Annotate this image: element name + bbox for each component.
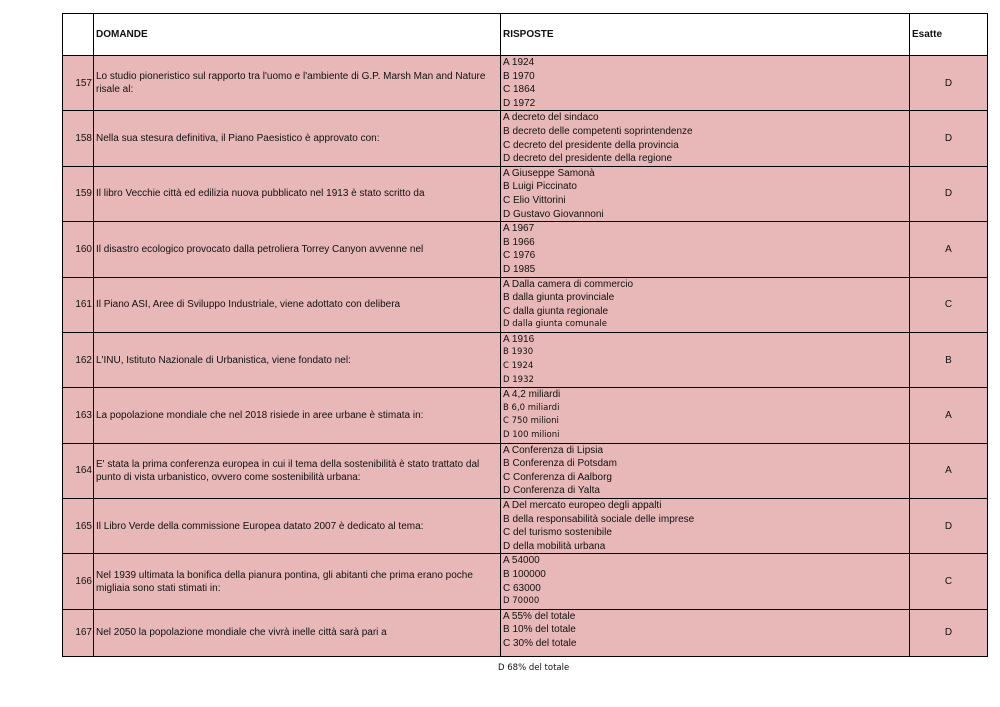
question-number: 160 [63, 222, 94, 277]
answer-option: B 100000 [503, 568, 546, 580]
answer-option: A Conferenza di Lipsia [503, 444, 604, 456]
table-row [63, 332, 988, 387]
answer-options [501, 111, 910, 166]
answer-option: D della mobilità urbana [503, 540, 606, 552]
answer-option: A 55% del totale [503, 610, 576, 622]
answer-option: A 4,2 miliardi [503, 389, 561, 401]
quiz-table [62, 13, 988, 657]
question-number: 158 [63, 111, 94, 166]
correct-answer: D [910, 56, 988, 111]
table-row [63, 388, 988, 443]
question-text: Il Libro Verde della commissione Europea datato 2007 è dedicato al tema: [94, 499, 501, 554]
table-row [63, 166, 988, 221]
answer-option: C 63000 [503, 582, 541, 594]
answer-options [501, 554, 910, 609]
answer-option: C 1976 [503, 250, 536, 262]
answer-options [501, 443, 910, 498]
answer-option: A 54000 [503, 555, 540, 567]
table-row [63, 222, 988, 277]
question-text: Il disastro ecologico provocato dalla petroliera Torrey Canyon avvenne nel [94, 222, 501, 277]
correct-answer: D [910, 609, 988, 656]
answer-option: C 1864 [503, 84, 536, 96]
question-number: 157 [63, 56, 94, 111]
question-number: 161 [63, 277, 94, 332]
question-text: Il Piano ASI, Aree di Sviluppo Industriale, viene adottato con delibera [94, 277, 501, 332]
correct-answer: D [910, 166, 988, 221]
answer-options [501, 499, 910, 554]
answer-option: D 100 milioni [503, 430, 560, 441]
answer-option: A Del mercato europeo degli appalti [503, 500, 662, 511]
answer-options [501, 56, 910, 111]
question-text: Lo studio pioneristico sul rapporto tra l'uomo e l'ambiente di G.P. Marsh Man and Nature risale al: [94, 56, 501, 111]
answer-option: B dalla giunta provinciale [503, 292, 615, 304]
table-row [63, 554, 988, 609]
answer-option: D 1972 [503, 97, 536, 109]
answer-option: B 1970 [503, 70, 535, 82]
question-text: L'INU, Istituto Nazionale di Urbanistica, viene fondato nel: [94, 332, 501, 387]
answer-option: C 750 milioni [503, 416, 559, 427]
correct-answer: D [910, 499, 988, 554]
question-text: Nel 1939 ultimata la bonifica della pianura pontina, gli abitanti che prima erano poche migliaia sono stati stimati in: [94, 554, 501, 609]
question-text: Nel 2050 la popolazione mondiale che vivrà inelle città sarà pari a [94, 609, 501, 656]
answer-option: D Gustavo Giovannoni [503, 208, 604, 220]
answer-option: B Luigi Piccinato [503, 181, 577, 193]
header-risposte: RISPOSTE [501, 14, 910, 56]
question-number: 167 [63, 609, 94, 656]
answer-options [501, 277, 910, 332]
answer-option: D 70000 [503, 596, 540, 607]
answer-options [501, 388, 910, 443]
question-number: 165 [63, 499, 94, 554]
answer-option: C Elio Vittorini [503, 194, 566, 206]
question-number: 163 [63, 388, 94, 443]
question-text: Nella sua stesura definitiva, il Piano Paesistico è approvato con: [94, 111, 501, 166]
answer-option: B Conferenza di Potsdam [503, 458, 617, 470]
question-text: E' stata la prima conferenza europea in cui il tema della sostenibilità è stato trattato dal punto di vista urbanistico, ovvero come sostenibilità urbana: [94, 443, 501, 498]
answer-option: A Dalla camera di commercio [503, 278, 634, 290]
answer-option: D 1932 [503, 374, 534, 385]
answer-option: A 1967 [503, 223, 535, 235]
answer-option: C Conferenza di Aalborg [503, 471, 612, 483]
answer-option: B 1930 [503, 347, 534, 358]
answer-option: A 1924 [503, 57, 535, 68]
answer-option: D Conferenza di Yalta [503, 485, 600, 497]
answer-options [501, 222, 910, 277]
answer-option: C 30% del totale [503, 637, 577, 649]
answer-option: C dalla giunta regionale [503, 305, 609, 317]
answer-options [501, 332, 910, 387]
correct-answer: C [910, 277, 988, 332]
table-row [63, 56, 988, 111]
question-text: Il libro Vecchie città ed edilizia nuova pubblicato nel 1913 è stato scritto da [94, 166, 501, 221]
answer-options [501, 609, 910, 656]
answer-option: B 1966 [503, 236, 535, 248]
answer-option: D dalla giunta comunale [503, 319, 607, 330]
header-domande: DOMANDE [94, 14, 501, 56]
answer-option: B 10% del totale [503, 624, 576, 636]
question-number: 159 [63, 166, 94, 221]
correct-answer: D [910, 111, 988, 166]
question-number: 162 [63, 332, 94, 387]
table-row [63, 609, 988, 656]
correct-answer: C [910, 554, 988, 609]
table-row [63, 499, 988, 554]
answer-option: A decreto del sindaco [503, 112, 599, 124]
answer-option: C 1924 [503, 361, 534, 372]
table-row [63, 443, 988, 498]
answer-option: D decreto del presidente della regione [503, 153, 672, 165]
header-row [63, 14, 988, 56]
answer-option: B 6,0 miliardi [503, 402, 560, 413]
answer-option: B decreto delle competenti soprintendenze [503, 125, 693, 137]
table-row [63, 277, 988, 332]
correct-answer: B [910, 332, 988, 387]
answer-option: A 1916 [503, 333, 535, 345]
answer-option: C decreto del presidente della provincia [503, 139, 679, 151]
question-number: 164 [63, 443, 94, 498]
question-number: 166 [63, 554, 94, 609]
correct-answer: A [910, 388, 988, 443]
answer-option: B della responsabilità sociale delle imprese [503, 513, 695, 525]
header-num [63, 14, 94, 56]
table-row [63, 111, 988, 166]
answer-option: C del turismo sostenibile [503, 527, 612, 539]
question-text: La popolazione mondiale che nel 2018 risiede in aree urbane è stimata in: [94, 388, 501, 443]
answer-option: D 1985 [503, 263, 536, 275]
answer-option: A Giuseppe Samonà [503, 167, 595, 179]
header-esatte: Esatte [910, 14, 988, 56]
correct-answer: A [910, 222, 988, 277]
answer-options [501, 166, 910, 221]
overflow-answer-option: D 68% del totale [498, 663, 570, 673]
correct-answer: A [910, 443, 988, 498]
